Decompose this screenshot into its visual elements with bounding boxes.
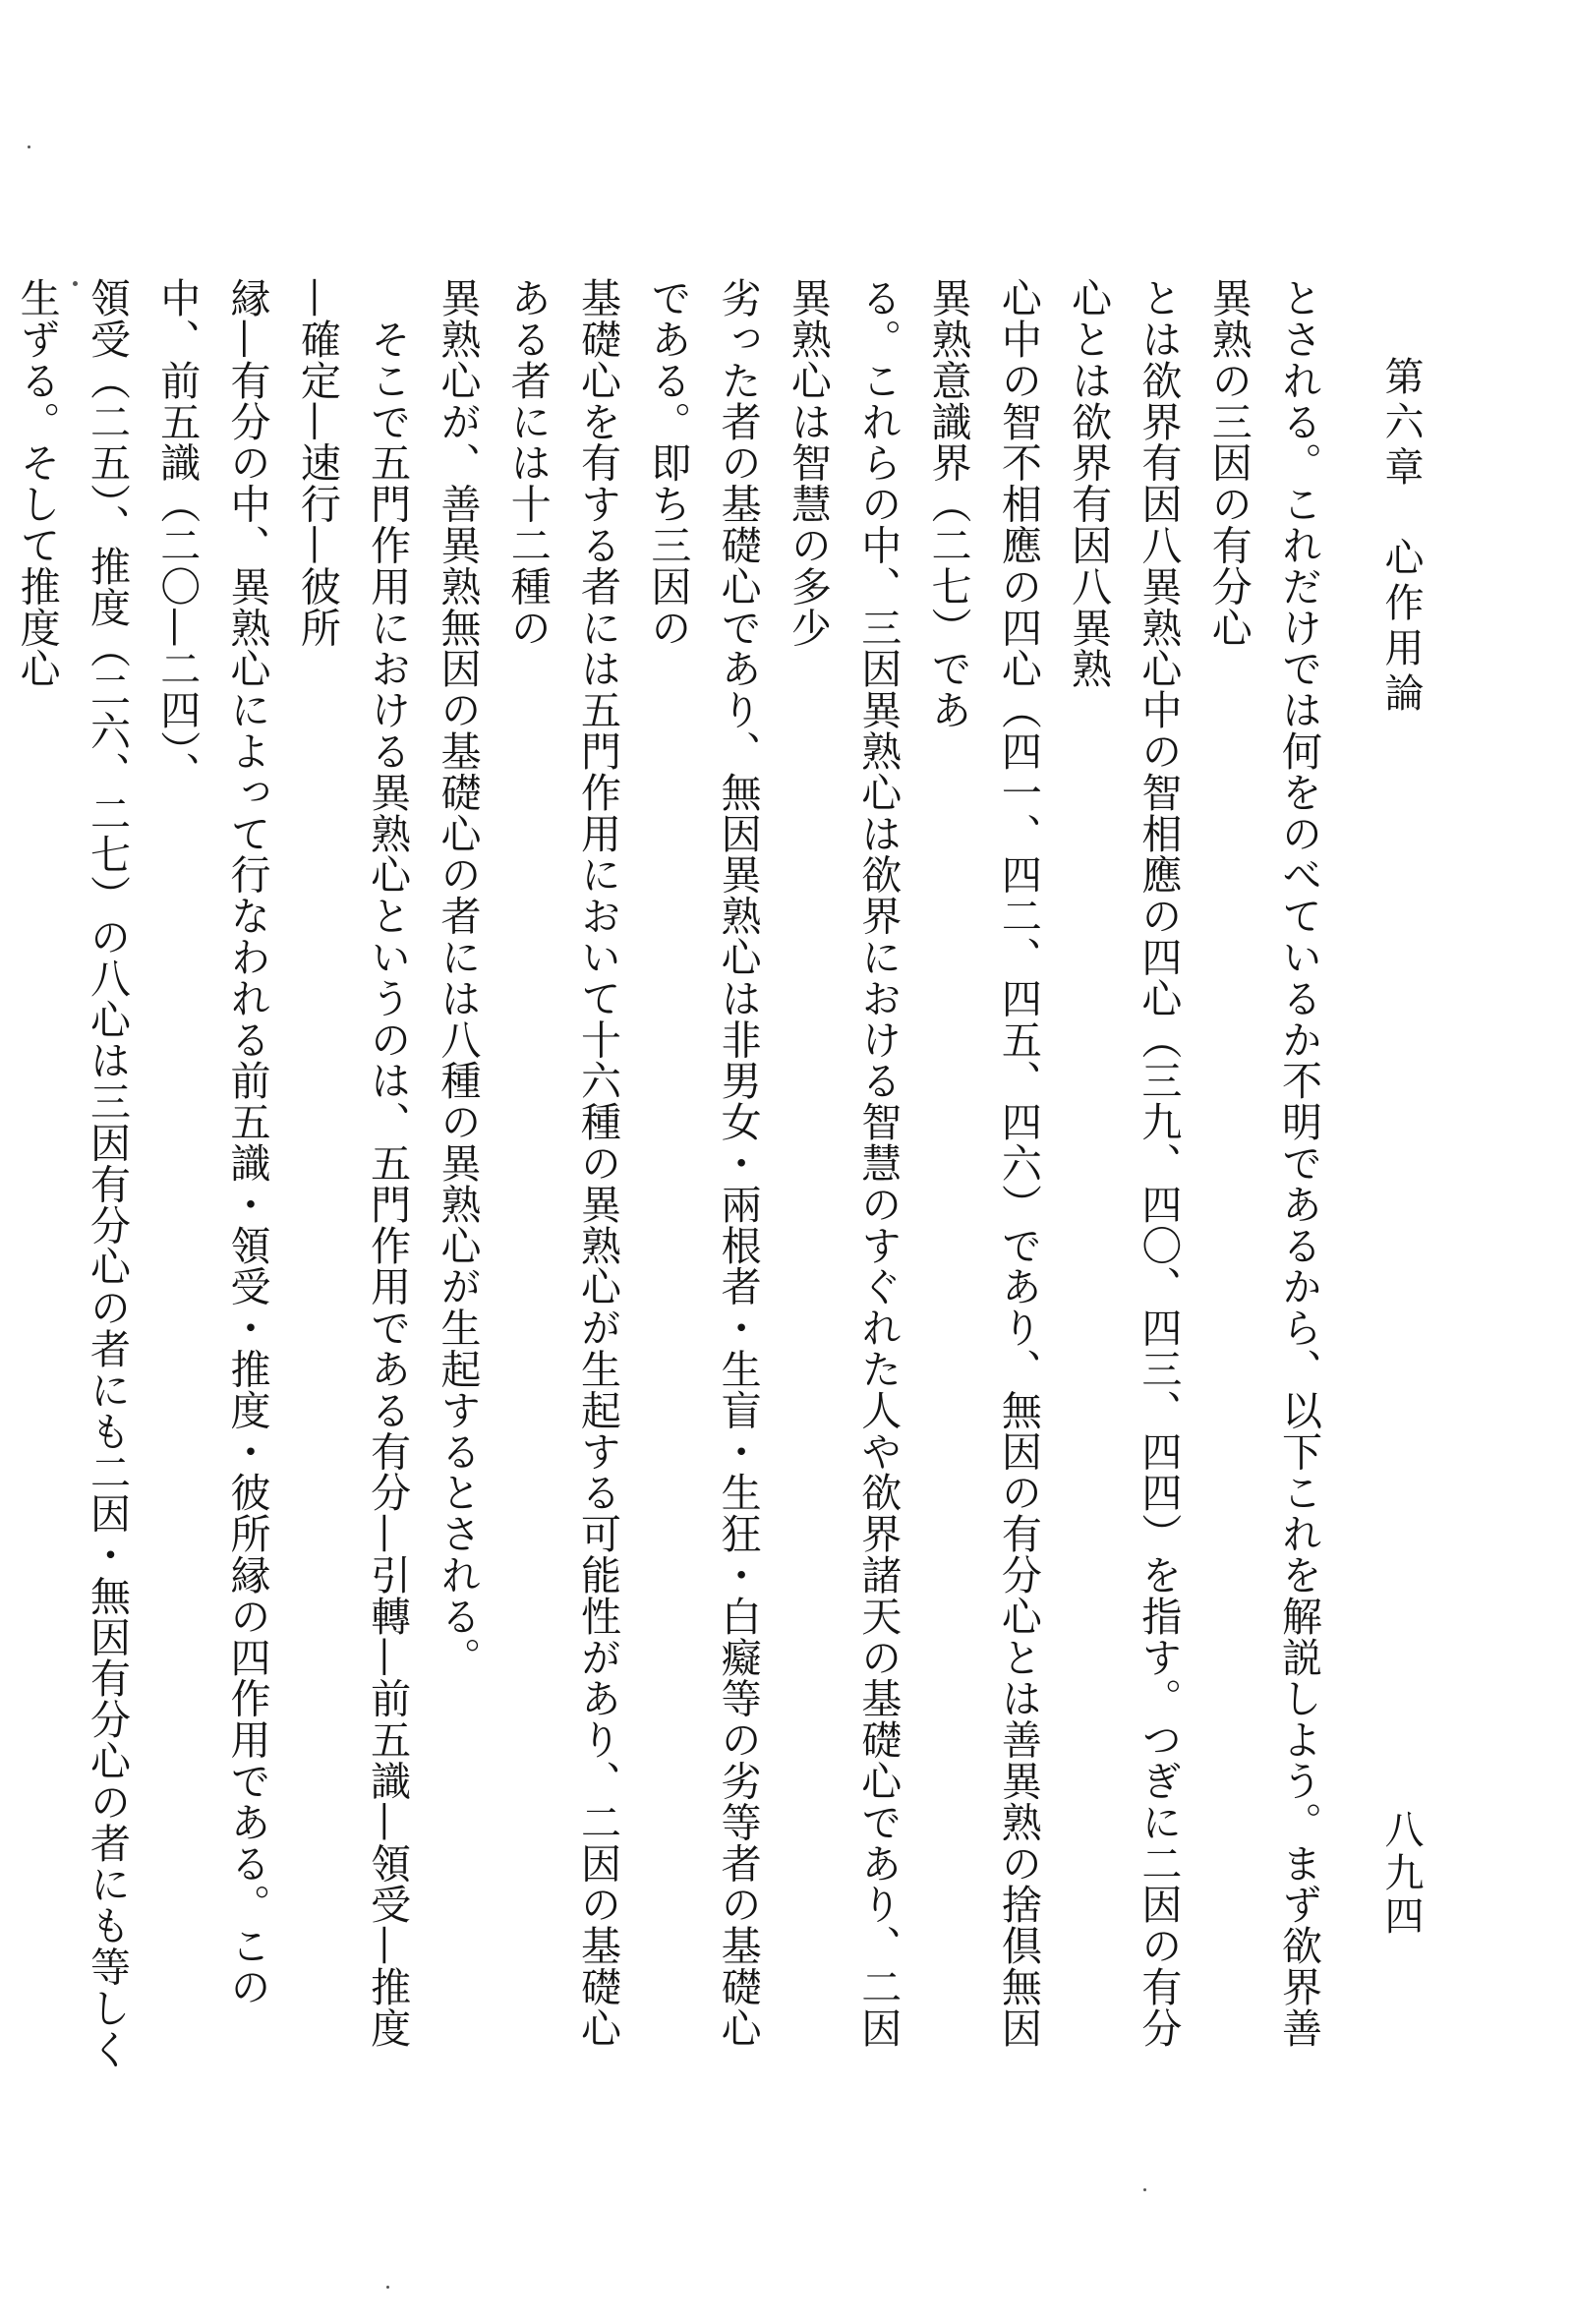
scan-speck bbox=[73, 281, 78, 286]
scan-speck bbox=[386, 2286, 389, 2289]
body-text: とされる。これだけでは何をのべているか不明であるから、以下これを解説しよう。まず欲界善異熟の三因の有分心 とは欲界有因八異熟心中の智相應の四心（三九、四〇、四三、四四）を指す。つぎに二因の有分心とは欲界有因八異熟 心中の智不相應の四心（四一、四二、四五、四六）であり、無因の有分心とは善異熟の捨倶無因異熟意識界（二七）であ る。これらの中、三因異熟心は欲界における智慧のすぐれた人や欲界諸天の基礎心であり、二因異熟心は智慧の多少 劣った者の基礎心であり、無因異熟心は非男女・兩根者・生盲・生狂・白癡等の劣等者の基礎心である。即ち三因の 基礎心を有する者には五門作用において十六種の異熟心が生起する可能性があり、二因の基礎心ある者には十二種の 異熟心が、善異熟無因の基礎心の者には八種の異熟心が生起するとされる。 そこで五門作用における異熟心というのは、五門作用である有分—引轉—前五識—領受—推度—確定—速行—彼所 縁—有分の中、異熟心によって行なわれる前五識・領受・推度・彼所縁の四作用である。この中、前五識（二〇—二四）、 領受（二五）、推度（二六、二七）の八心は三因有分心の者にも二因・無因有分心の者にも等しく生ずる。そして推度心 bbox=[13, 277, 1322, 2070]
chapter-title: 第六章 心作用論 bbox=[1378, 356, 1424, 718]
scan-speck bbox=[28, 145, 30, 148]
page-number: 八九四 bbox=[1378, 1809, 1424, 1939]
scan-speck bbox=[1143, 2188, 1146, 2191]
